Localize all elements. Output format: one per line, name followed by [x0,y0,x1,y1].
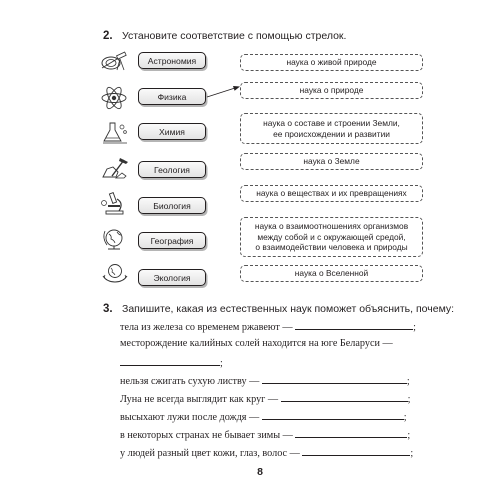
question-text: у людей разный цвет кожи, глаз, волос — [120,448,300,459]
rock-hammer-icon [100,156,130,180]
end-mark: ; [220,358,223,369]
earth-in-hands-icon [100,262,130,286]
task-3-title: Запишите, какая из естественных наук поможет объяснить, почему: [122,303,455,315]
science-physics[interactable]: Физика [138,88,206,105]
definition-line: наука о живой природе [286,57,377,68]
question-text: нельзя сжигать сухую листву — [120,376,260,387]
science-ecology[interactable]: Экология [138,269,206,286]
definition-line: наука о составе и строении Земли, [263,118,400,128]
definition-line: между собой и с окружающей средой, [257,231,406,242]
atom-icon [100,86,130,110]
end-mark: ; [407,394,411,405]
question-line [120,410,407,423]
end-mark: ; [410,448,414,459]
end-mark: ; [406,376,410,387]
question-text: тела из железа со временем ржавеют — [120,322,293,333]
definition-3[interactable] [240,153,423,170]
science-geography[interactable]: География [138,232,206,249]
definition-5[interactable] [240,217,423,257]
definition-line: наука о взаимоотношениях организмов [254,221,409,232]
question-text: в некоторых странах не бывает зимы — [120,430,293,441]
task-2-title: Установите соответствие с помощью стрелок. [122,30,347,42]
page-number: 8 [257,466,263,478]
answer-blank[interactable] [262,410,404,420]
definition-1[interactable] [240,82,423,99]
definition-0[interactable] [240,54,423,71]
telescope-planet-icon [100,50,130,74]
answer-blank[interactable] [295,428,407,438]
definition-line: наука о природе [299,85,364,96]
question-line [120,446,413,459]
question-line [120,428,410,441]
definition-line: ее происхождении и развитии [273,128,390,139]
question-line [120,374,410,387]
question-text: Луна не всегда выглядит как круг — [120,394,279,405]
question-line [120,392,410,405]
definition-line: наука о Вселенной [294,268,369,279]
task-2-number: 2. [103,30,113,42]
question-line [120,356,223,369]
definition-line: наука о Земле [303,156,360,167]
science-chemistry[interactable]: Химия [138,123,206,140]
globe-icon [100,227,130,251]
definition-line: наука о веществах и их превращениях [256,188,407,199]
microscope-icon [100,191,130,215]
science-biology[interactable]: Биология [138,197,206,214]
end-mark: ; [403,412,407,423]
answer-blank[interactable] [262,374,407,384]
answer-blank[interactable] [302,446,410,456]
definition-4[interactable] [240,185,423,202]
question-line [120,320,416,333]
definition-2[interactable] [240,113,423,144]
definition-6[interactable] [240,265,423,282]
answer-blank[interactable] [281,392,408,402]
question-line [120,338,393,349]
definition-line: о взаимодействии человека и природы [255,242,408,253]
answer-blank[interactable] [295,320,413,330]
task-3-number: 3. [103,303,113,315]
science-astronomy[interactable]: Астрономия [138,52,206,69]
end-mark: ; [407,430,411,441]
answer-blank[interactable] [120,356,220,366]
question-text: месторождение калийных солей находится на юге Беларуси — [120,338,393,349]
science-geology[interactable]: Геология [138,161,206,178]
flask-icon [100,121,130,145]
question-text: высыхают лужи после дождя — [120,412,260,423]
end-mark: ; [413,322,416,333]
